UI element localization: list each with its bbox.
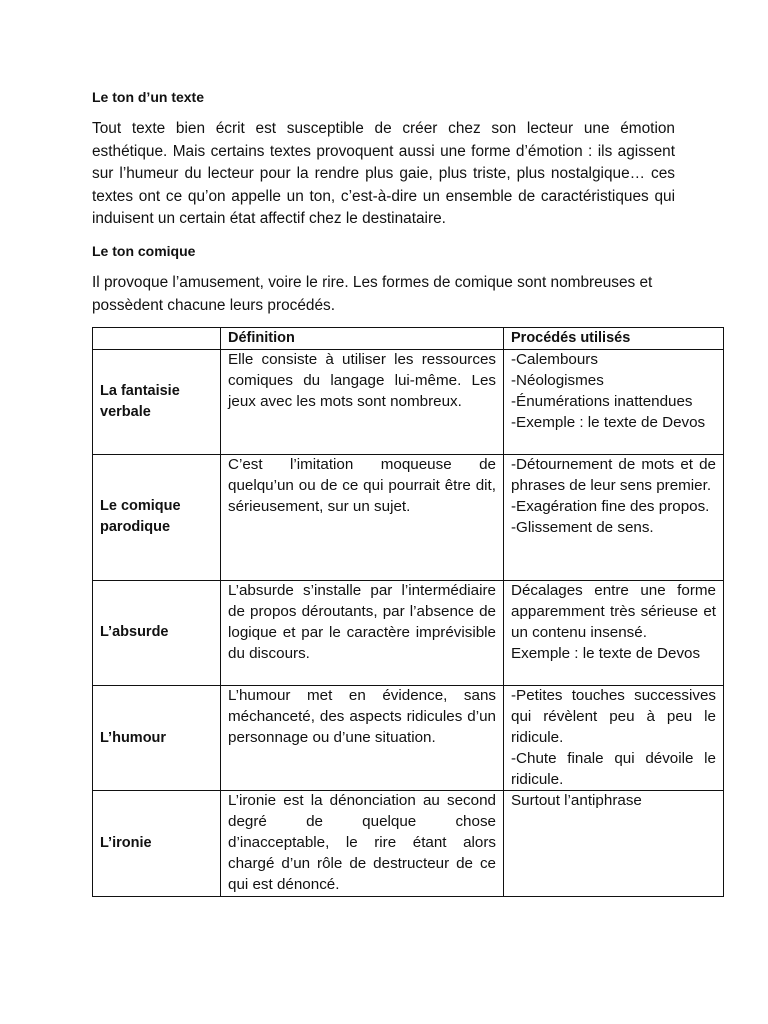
row-procedes — [504, 685, 724, 791]
row-definition: Elle consiste à utiliser les ressources comiques du langage lui-même. Les jeux avec les mots sont nombreux. — [221, 349, 504, 454]
table-row — [93, 349, 724, 454]
heading-ton-texte: Le ton d’un texte — [92, 89, 204, 105]
table-row — [93, 685, 724, 791]
row-definition: C’est l’imitation moqueuse de quelqu’un ou de ce qui pourrait être dit, sérieusement, sur un sujet. — [221, 454, 504, 580]
procede-item: -Chute finale qui dévoile le ridicule. — [511, 749, 716, 788]
row-definition: L’humour met en évidence, sans méchanceté, des aspects ridicules d’un personnage ou d’une situation. — [221, 685, 504, 791]
comique-table — [92, 327, 724, 897]
procede-item: -Exemple : le texte de Devos — [511, 413, 706, 431]
procede-item: -Énumérations inattendues — [511, 392, 693, 410]
procede-item: Exemple : le texte de Devos — [511, 644, 701, 662]
paragraph-intro: Tout texte bien écrit est susceptible de créer chez son lecteur une émotion esthétique. Mais certains textes provoquent aussi une forme d’émotion : ils agissent sur l’humeur du lecteur pour la rendre plus gaie, plus triste, plus nostalgique… ces textes ont ce qu’on appelle un ton, c’est-à-dire un ensemble de caractéristiques qui induisent un certain état affectif chez le destinataire. — [92, 120, 675, 227]
header-procedes: Procédés utilisés — [504, 328, 724, 350]
row-name: Le comique parodique — [93, 454, 221, 580]
row-procedes — [504, 791, 724, 897]
procede-item: -Calembours — [511, 350, 598, 368]
row-procedes — [504, 580, 724, 685]
row-definition: L’absurde s’installe par l’intermédiaire de propos déroutants, par l’absence de logique et par le caractère imprévisible du discours. — [221, 580, 504, 685]
procede-item: -Glissement de sens. — [511, 518, 654, 536]
procede-item: -Exagération fine des propos. — [511, 497, 710, 515]
heading-ton-comique: Le ton comique — [92, 243, 196, 259]
procede-item: Décalages entre une forme apparemment très sérieuse et un contenu insensé. — [511, 581, 716, 641]
procede-item: Surtout l’antiphrase — [511, 792, 642, 810]
row-name: L’humour — [93, 685, 221, 791]
table-header-row — [93, 328, 724, 350]
procede-item: -Néologismes — [511, 371, 604, 389]
procede-item: -Petites touches successives qui révèlent peu à peu le ridicule. — [511, 686, 716, 746]
row-name: L’ironie — [93, 791, 221, 897]
row-definition: L’ironie est la dénonciation au second degré de quelque chose d’inacceptable, le rire étant alors chargé d’un rôle de destructeur de ce qui est dénoncé. — [221, 791, 504, 897]
row-name: L’absurde — [93, 580, 221, 685]
table-row — [93, 454, 724, 580]
header-definition: Définition — [221, 328, 504, 350]
row-name: La fantaisie verbale — [93, 349, 221, 454]
row-procedes — [504, 454, 724, 580]
table-row — [93, 580, 724, 685]
row-procedes — [504, 349, 724, 454]
header-empty — [93, 328, 221, 350]
procede-item: -Détournement de mots et de phrases de leur sens premier. — [511, 455, 716, 494]
paragraph-comique: Il provoque l’amusement, voire le rire. Les formes de comique sont nombreuses et possèdent chacune leurs procédés. — [92, 274, 653, 314]
table-row — [93, 791, 724, 897]
